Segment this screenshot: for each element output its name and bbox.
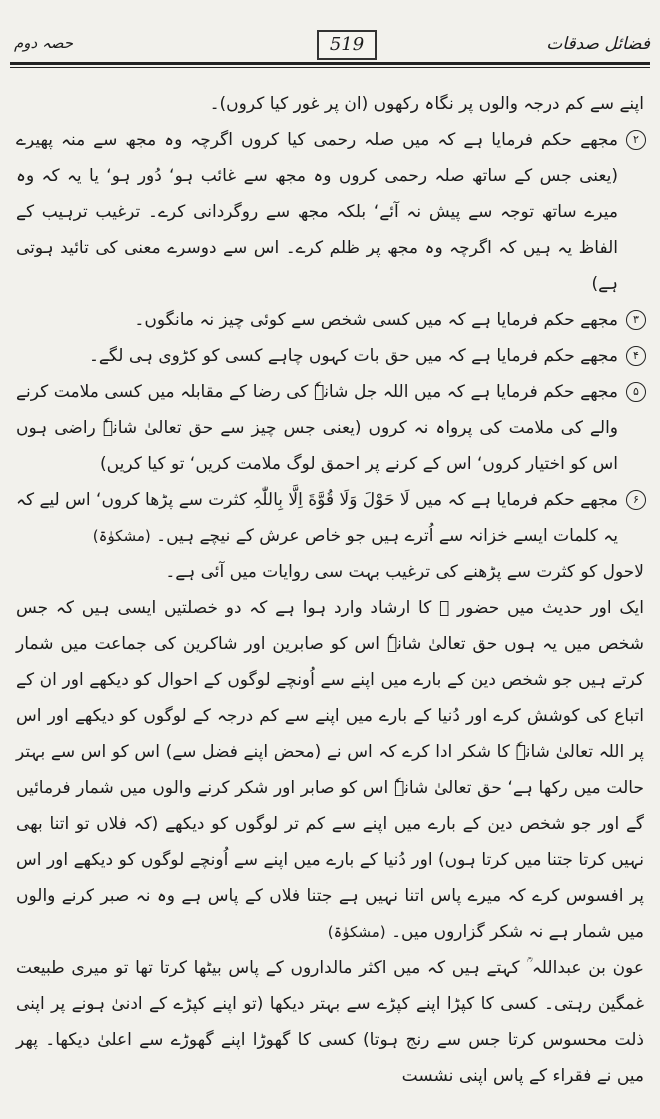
item-number: ۲ bbox=[626, 130, 646, 150]
paragraph bbox=[16, 590, 644, 950]
item-text-pre: مجھے حکم فرمایا ہے کہ میں bbox=[414, 490, 618, 510]
paragraph: عون بن عبداللہ ؒ کہتے ہیں کہ میں اکثر مالداروں کے پاس بیٹھا کرتا تھا تو میری طبیعت غمگین رہتی۔ کسی کا کپڑا اپنے کپڑے سے بہتر دیکھا (تو اپنے کپڑے کے ادنیٰ ہونے پر اپنی ذلت محسوس کرتا جس سے رنج ہوتا) کسی کا گھوڑا اپنے گھوڑے سے اعلیٰ دیکھا۔ پھر میں نے فقراء کے پاس اپنی نشست bbox=[16, 958, 644, 1086]
item-number: ۳ bbox=[626, 310, 646, 330]
source-reference: (مشکوٰۃ) bbox=[92, 527, 151, 545]
book-title: فضائل صدقات bbox=[546, 34, 650, 54]
numbered-item bbox=[16, 338, 644, 374]
numbered-item bbox=[16, 122, 644, 302]
item-text: مجھے حکم فرمایا ہے کہ میں اللہ جل شانہٗ کی رضا کے مقابلہ میں کسی ملامت کرنے والے کی ملامت کی پرواہ نہ کروں (یعنی جس چیز سے حق تعالیٰ شانہٗ راضی ہوں اس کو اختیار کروں‘ اس کے کرنے پر احمق لوگ ملامت کریں‘ تو کیا کریں) bbox=[16, 382, 618, 474]
numbered-item bbox=[16, 302, 644, 338]
quranic-phrase: لَا حَوْلَ وَلَا قُوَّةَ اِلَّا بِاللّٰہِ bbox=[252, 490, 410, 510]
paragraph: لاحول کو کثرت سے پڑھنے کی ترغیب بہت سی روایات میں آئی ہے۔ bbox=[165, 562, 644, 582]
item-number: ۶ bbox=[626, 490, 646, 510]
numbered-item bbox=[16, 482, 644, 554]
item-text: مجھے حکم فرمایا ہے کہ میں حق بات کہوں چاہے کسی کو کڑوی ہی لگے۔ bbox=[88, 346, 618, 366]
page-header bbox=[0, 0, 660, 74]
page-body bbox=[16, 86, 644, 1114]
item-number: ۴ bbox=[626, 346, 646, 366]
item-text: مجھے حکم فرمایا ہے کہ میں صلہ رحمی کیا کروں اگرچہ وہ مجھ سے منہ پھیرے (یعنی جس کے ساتھ صلہ رحمی کروں وہ مجھ سے غائب ہو‘ دُور ہو‘ یا یہ کہ وہ میرے ساتھ توجہ سے پیش نہ آئے‘ بلکہ مجھ سے روگردانی کرے۔ ترغیب ترہیب کے الفاظ یہ ہیں کہ اگرچہ وہ مجھ پر ظلم کرے۔ اس سے دوسرے معنی کی تائید ہوتی ہے) bbox=[16, 130, 618, 294]
header-rule bbox=[10, 62, 650, 65]
header-rule-thin bbox=[10, 67, 650, 68]
item-number: ۵ bbox=[626, 382, 646, 402]
hadith-text: ایک اور حدیث میں حضور ﷺ کا ارشاد وارد ہوا ہے کہ دو خصلتیں ایسی ہیں کہ جس شخص میں یہ ہوں حق تعالیٰ شانہٗ اس کو صابرین اور شاکرین کی جماعت میں شمار کرتے ہیں جو شخص دین کے بارے میں اپنے سے اُونچے لوگوں کے احوال کو دیکھے اور ان کے اتباع کی کوشش کرے اور دُنیا کے بارے میں اپنے سے کم درجہ کے لوگوں کو دیکھے اور اس پر اللہ تعالیٰ شانہٗ کا شکر ادا کرے کہ اس نے (محض اپنے فضل سے) اس کو اس سے بہتر حالت میں رکھا ہے‘ حق تعالیٰ شانہٗ اس کو صابر اور شکر کرنے والوں میں شمار فرمائیں گے اور جو شخص دین کے بارے میں اپنے سے کم تر لوگوں کو دیکھے (کہ فلاں تو اتنا بھی نہیں کرتا جتنا میں کرتا ہوں) اور دُنیا کے بارے میں اپنے سے اُونچے لوگوں کو دیکھے اور اس پر افسوس کرے کہ میرے پاس اتنا نہیں ہے جتنا فلاں کے پاس ہے وہ نہ صبر کرنے والوں میں شمار ہے نہ شکر گزاروں میں۔ bbox=[16, 598, 644, 942]
source-reference: (مشکوٰۃ) bbox=[327, 923, 386, 941]
numbered-item bbox=[16, 374, 644, 482]
page-number: 519 bbox=[317, 30, 377, 60]
paragraph: اپنے سے کم درجہ والوں پر نگاہ رکھوں (ان پر غور کیا کروں)۔ bbox=[209, 94, 644, 114]
volume-label: حصہ دوم bbox=[14, 34, 74, 52]
item-text: مجھے حکم فرمایا ہے کہ میں کسی شخص سے کوئی چیز نہ مانگوں۔ bbox=[134, 310, 618, 330]
item-text-post: کثرت سے پڑھا کروں‘ اس لیے کہ یہ کلمات ایسے خزانہ سے اُترے ہیں جو خاص عرش کے نیچے ہیں۔ bbox=[16, 490, 618, 546]
